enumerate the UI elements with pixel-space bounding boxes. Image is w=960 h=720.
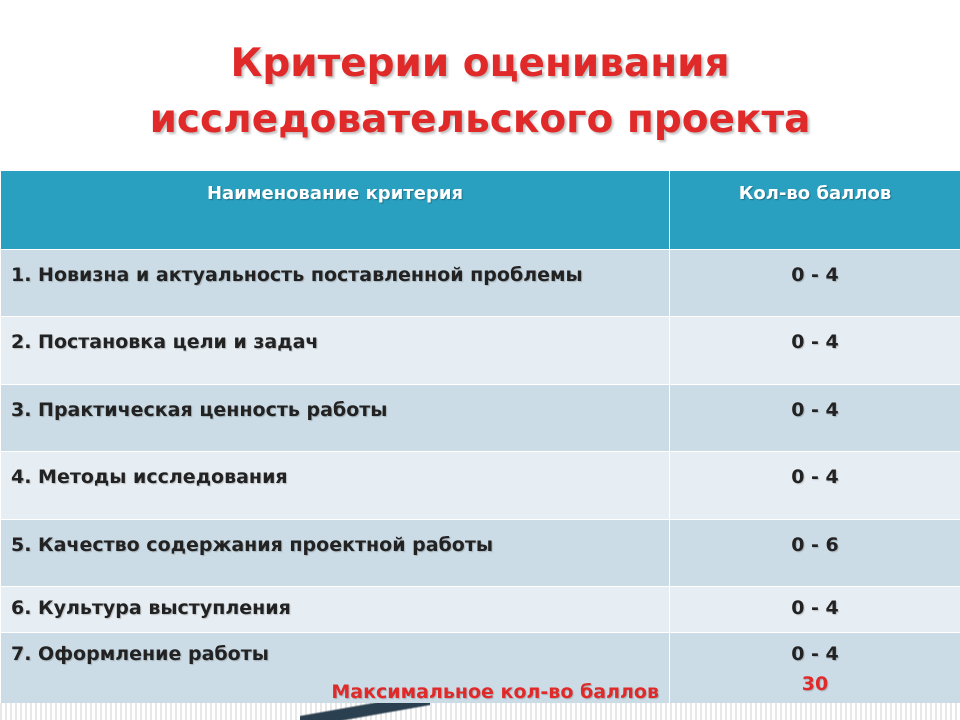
score-cell: 0 - 4	[670, 317, 960, 385]
score-cell: 0 - 4	[670, 587, 960, 633]
criterion-cell: 1. Новизна и актуальность поставленной проблемы	[1, 250, 670, 317]
criterion-cell: 6. Культура выступления	[1, 587, 670, 633]
score-cell: 0 - 4	[670, 385, 960, 452]
page-title	[0, 36, 960, 148]
table-row	[1, 520, 960, 587]
table-row	[1, 250, 960, 317]
table-row	[1, 317, 960, 385]
criterion-text: 7. Оформление работы	[11, 643, 269, 665]
table-header-row	[1, 171, 960, 250]
header-score: Кол-во баллов	[670, 171, 960, 250]
max-score-value: 30	[801, 673, 829, 695]
max-score-label: Максимальное кол-во баллов	[331, 681, 659, 703]
table-row	[1, 587, 960, 633]
header-criterion: Наименование критерия	[1, 171, 670, 250]
table-row	[1, 385, 960, 452]
decorative-footer-band	[0, 703, 960, 720]
title-line-1: Критерии оценивания	[230, 41, 730, 86]
criteria-table	[0, 170, 960, 715]
criterion-cell: 2. Постановка цели и задач	[1, 317, 670, 385]
criterion-cell: 4. Методы исследования	[1, 452, 670, 520]
title-line-2: исследовательского проекта	[149, 97, 811, 142]
criterion-cell: 3. Практическая ценность работы	[1, 385, 670, 452]
score-text: 0 - 4	[791, 643, 839, 665]
score-cell: 0 - 4	[670, 250, 960, 317]
table-row	[1, 452, 960, 520]
criterion-cell: 5. Качество содержания проектной работы	[1, 520, 670, 587]
decorative-footer-stripe	[300, 703, 430, 720]
score-cell: 0 - 4	[670, 452, 960, 520]
score-cell: 0 - 6	[670, 520, 960, 587]
